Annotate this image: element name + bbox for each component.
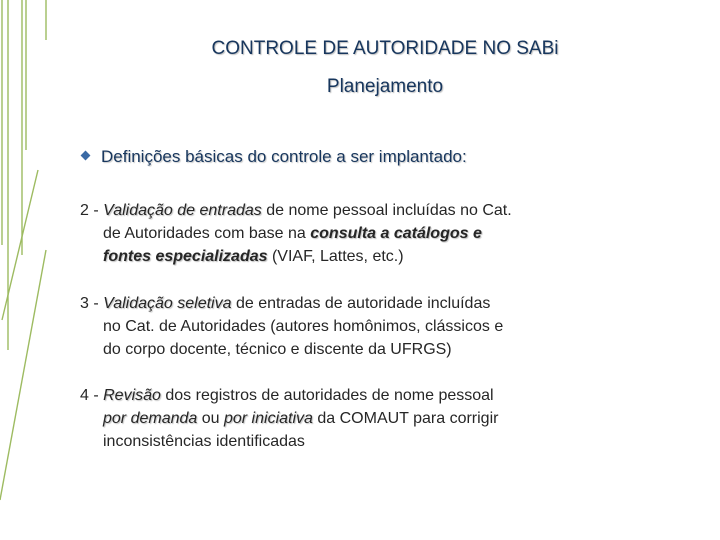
item-text: (VIAF, Lattes, etc.) — [267, 248, 404, 265]
item-text: inconsistências identificadas — [103, 433, 305, 450]
item-text: do corpo docente, técnico e discente da UFRGS) — [103, 341, 452, 358]
list-item — [80, 292, 600, 361]
bullet-heading — [82, 147, 467, 167]
item-line — [80, 407, 600, 430]
item-highlight: Validação seletiva — [103, 295, 232, 312]
item-text: ou — [197, 410, 224, 427]
item-highlight: Validação de entradas — [103, 202, 262, 219]
item-line — [80, 384, 600, 407]
item-text: no Cat. de Autoridades (autores homônimos, clássicos e — [103, 318, 504, 335]
item-text: de Autoridades com base na — [103, 225, 311, 242]
item-line — [80, 430, 600, 453]
item-line — [80, 338, 600, 361]
item-text: de nome pessoal incluídas no Cat. — [261, 202, 512, 219]
item-text: de entradas de autoridade incluídas — [231, 295, 491, 312]
item-highlight: por demanda — [103, 410, 198, 427]
slide-subtitle: Planejamento — [326, 76, 444, 97]
item-text: da COMAUT para corrigir — [312, 410, 499, 427]
diamond-bullet-icon — [81, 151, 91, 161]
item-text: dos registros de autoridades de nome pessoal — [160, 387, 494, 404]
item-line — [80, 199, 600, 222]
item-line — [80, 245, 600, 268]
item-highlight: Revisão — [103, 387, 161, 404]
item-line — [80, 315, 600, 338]
slide-title: CONTROLE DE AUTORIDADE NO SABi — [211, 38, 559, 59]
item-highlight: consulta a catálogos e — [310, 225, 482, 242]
item-highlight: fontes especializadas — [103, 248, 268, 265]
item-number: 3 - — [80, 295, 104, 312]
item-line — [80, 292, 600, 315]
item-number: 4 - — [80, 387, 104, 404]
item-highlight: por iniciativa — [223, 410, 313, 427]
item-number: 2 - — [80, 202, 104, 219]
list-item — [80, 199, 600, 268]
item-line — [80, 222, 600, 245]
list-item — [80, 384, 600, 453]
bullet-text: Definições básicas do controle a ser implantado: — [101, 147, 467, 166]
